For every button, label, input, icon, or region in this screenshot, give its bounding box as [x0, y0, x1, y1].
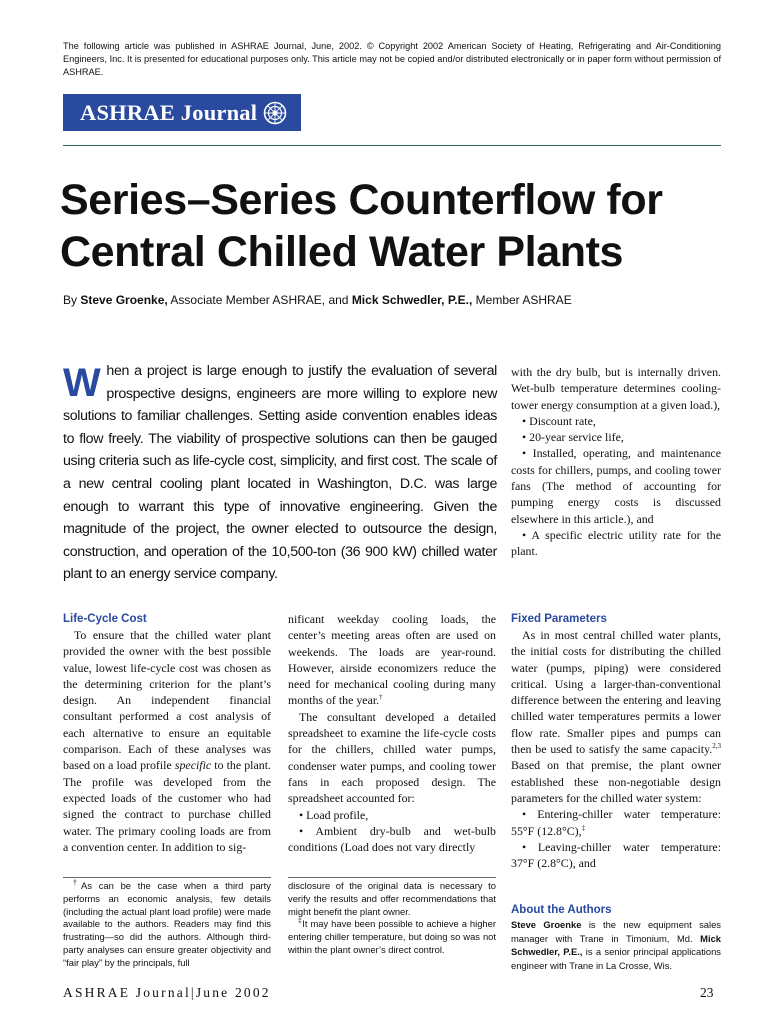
author-1: Steve Groenke, [80, 293, 168, 307]
lead-text: hen a project is large enough to justify the evaluation of several prospective designs, engineers are more willing to explore new solutions to familiar challenges. Setting aside convention enables ideas to flow freely. The viability of prospective solutions can then be gauged using criteria such as life-cycle cost, simplicity, and first cost. The scale of a new central cooling plant located in Washington, D.C. was large enough to warrant this type of innovative engineering. Given the magnitude of the project, the owner elected to outsource the design, construction, and operation of the 10,500-ton (36 900 kW) chilled water plant to an energy service company. [63, 363, 497, 583]
footer-journal-date: ASHRAE Journal|June 2002 [63, 985, 271, 1000]
life-cycle-paragraph-1-cont: nificant weekday cooling loads, the center’s meeting areas often are used on weekends. The loads are year-round. However, airside economizers reduce the need for mechanical cooling during many months of the year.† [288, 612, 496, 708]
copyright-notice: The following article was published in ASHRAE Journal, June, 2002. © Copyright 2002 American Society of Heating, Refrigerating and Air-Conditioning Engineers, Inc. It is presented for educational purposes only. This article may not be copied and/or distributed electronically or in paper form without permission of ASHRAE. [63, 41, 721, 77]
byline [63, 292, 743, 308]
journal-banner [63, 94, 301, 131]
ashrae-seal-icon [263, 101, 287, 125]
bullet-costs: • Installed, operating, and maintenance costs for chillers, pumps, and cooling tower fans (The method of accounting for pumping energy costs is discussed elsewhere in this article.), and [511, 446, 721, 526]
author-2: Mick Schwedler, P.E., [351, 293, 473, 307]
about-heading: About the Authors [511, 904, 612, 916]
bullet-ambient-conditions-cont: with the dry bulb, but is internally driven. Wet-bulb temperature determines cooling-tower energy consumption at a given load.), [511, 365, 721, 412]
bullet-entering-temp: • Entering-chiller water temperature: 55°F (12.8°C),‡ [511, 807, 721, 838]
fixed-parameters-paragraph: As in most central chilled water plants, the initial costs for distributing the chilled water (pumps, piping) were considered critical. Using a larger-than-conventional difference between the entering and leaving chilled water temperatures permits a lower flow rate. Smaller pipes and pumps can then be used to satisfy the same capacity.$^{2,3}$ Based on that premise, the plant owner established these non-negotiable design parameters for the chilled water system: [511, 628, 721, 805]
bullet-load-profile: • Load profile, [299, 807, 369, 822]
column-2 [288, 611, 496, 855]
author-2-role: Member ASHRAE [472, 293, 572, 307]
journal-name: ASHRAE Journal [80, 99, 258, 125]
footnote-1: †As can be the case when a third party performs an economic analysis, few details (including the actual plant load profile) were made available to the authors. Readers may find this frustrating—so did the authors. Although third-party analyses can ensure greater objectivity and “fair play” by the principals, full [63, 879, 271, 968]
page-number: 23 [700, 985, 714, 1000]
section-heading-life-cycle: Life-Cycle Cost [63, 613, 147, 625]
lead-paragraph [63, 360, 497, 586]
footnote-rule-1 [63, 877, 271, 878]
life-cycle-paragraph-1: To ensure that the chilled water plant provided the owner with the best possible value, lowest life-cycle cost was chosen as the determining criterion for the plant’s design. An independent financial consultant performed a cost analysis of each alternative to ensure an equitable comparison. Each of these analyses was based on a load profile specific to the plant. The profile was developed from the expected loads of the customer who had signed the contract to purchase chilled water. The primary cooling loads are from a convention center. In addition to sig- [63, 628, 271, 854]
section-heading-fixed-parameters: Fixed Parameters [511, 613, 607, 625]
byline-prefix: By [63, 293, 81, 307]
life-cycle-paragraph-2: The consultant developed a detailed spreadsheet to examine the life-cycle costs for the chillers, chilled water pumps, condenser water pumps, and cooling tower fans in each proposed design. The spreadsheet accounted for: [288, 709, 496, 806]
bullet-ambient-conditions: • Ambient dry-bulb and wet-bulb conditions (Load does not vary directly [288, 823, 496, 855]
footnote-2: ‡It may have been possible to achieve a higher entering chiller temperature, but doing so was not within the plant owner’s direct control. [288, 918, 496, 955]
column-1 [63, 611, 271, 855]
bullet-utility-rate: • A specific electric utility rate for the plant. [511, 527, 721, 559]
about-the-authors [511, 902, 721, 972]
column-3-top [511, 364, 721, 560]
footnote-1-cont: disclosure of the original data is necessary to verify the results and offer recommendations that might benefit the plant owner. ‡It may have been possible to achieve a higher entering chiller temperature, but doing so was not within the plant owner’s direct control. [288, 880, 496, 955]
title-line-2: Central Chilled Water Plants [60, 228, 624, 276]
drop-cap: W [63, 361, 101, 405]
column-3-bottom [511, 611, 721, 871]
bullet-service-life: • 20-year service life, [522, 430, 624, 445]
author-1-role: Associate Member ASHRAE, and [167, 293, 352, 307]
article-title [60, 174, 730, 278]
header-rule [63, 145, 721, 146]
about-text: Steve Groenke is the new equipment sales manager with Trane in Timonium, Md. Mick Schwedler, P.E., is a senior principal applications engineer with Trane in La Crosse, Wis. [511, 919, 721, 971]
title-line-1: Series–Series Counterflow for [60, 176, 663, 224]
footnote-rule-2 [288, 877, 496, 878]
bullet-leaving-temp: • Leaving-chiller water temperature: 37°F (2.8°C), and [511, 839, 721, 871]
bullet-discount-rate: • Discount rate, [522, 413, 596, 428]
